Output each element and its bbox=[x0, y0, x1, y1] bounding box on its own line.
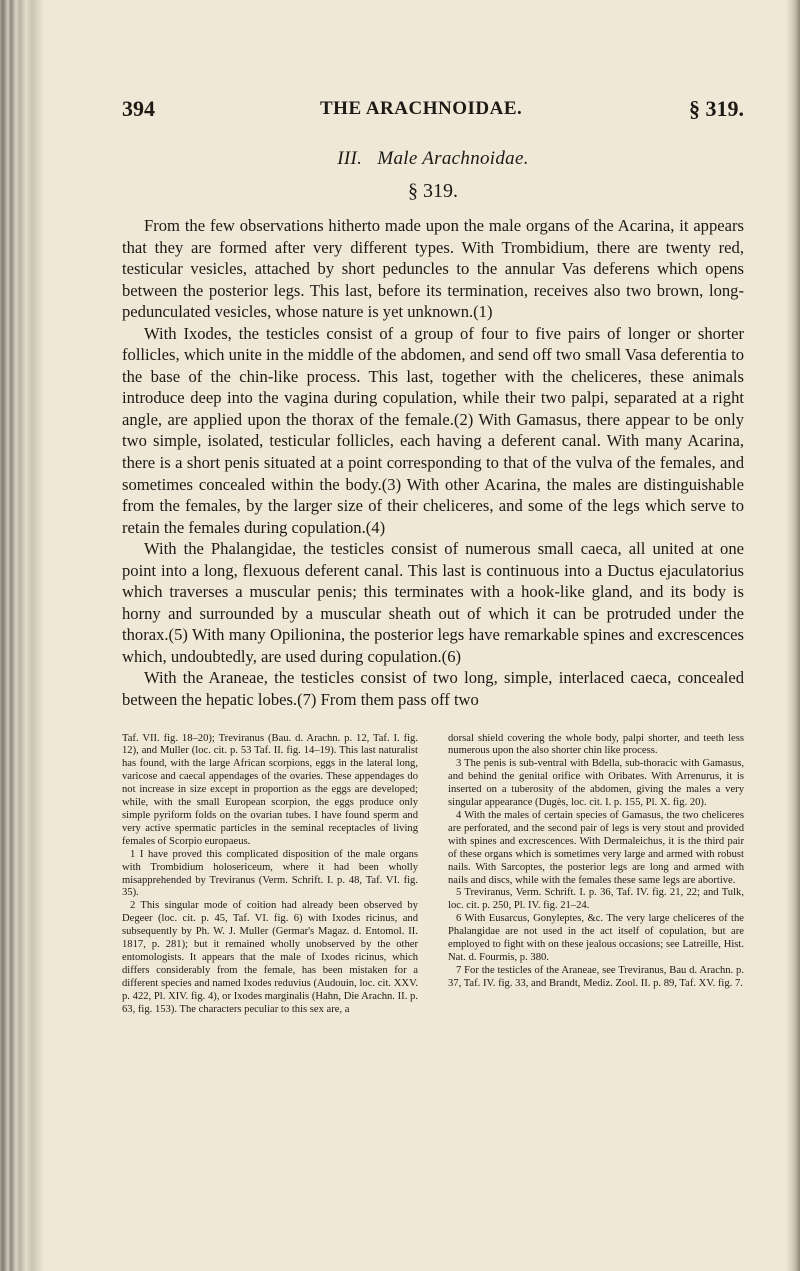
page-number: 394 bbox=[122, 96, 155, 121]
paragraph: From the few observations hitherto made upon the male organs of the Acarina, it appears that they are formed after very different types. With Trombidium, there are twenty red, testicular vesicles, attached by short peduncles to the annular Vas deferens which opens between the posterior legs. This last, before its termination, receives also two brown, long-pedunculated vesicles, whose nature is yet unknown.(1) bbox=[122, 216, 744, 322]
footnote: 6 With Eusarcus, Gonyleptes, &c. The very large cheliceres of the Phalangidae are not used in the act itself of copulation, but are employed to fight with on these jealous occasions; see Latreille, Hist. Nat. d. Fourmis, p. 380. bbox=[448, 913, 744, 963]
footnote: 5 Treviranus, Verm. Schrift. I. p. 36, Taf. IV. fig. 21, 22; and Tulk, loc. cit. p. 250, Pl. IV. fig. 21–24. bbox=[448, 887, 744, 912]
page-edge-shadow bbox=[786, 0, 800, 1271]
body-text bbox=[122, 215, 744, 711]
footnotes bbox=[122, 733, 744, 1017]
section-heading: § 319. bbox=[408, 180, 458, 202]
book-page bbox=[122, 96, 744, 1017]
footnote: 2 This singular mode of coition had already been observed by Degeer (loc. cit. p. 45, Taf. VI. fig. 6) with Ixodes ricinus, and subsequently by Ph. W. J. Muller (Germar's Magaz. d. Entomol. II. 1817, p. 281); but it remained wholly unobserved by the other entomologists. It appears that the male of Ixodes ricinus, which differs considerably from the female, has been mistaken for a different species and named Ixodes reduvius (Audouin, loc. cit. XXV. p. 422, Pl. XIV. fig. 4), or Ixodes marginalis (Hahn, Die Arachn. II. p. 63, fig. 153). The characters peculiar to this sex are, a bbox=[122, 900, 418, 1015]
header-section-ref: § 319. bbox=[689, 96, 744, 121]
paragraph: With Ixodes, the testicles consist of a group of four to five pairs of longer or shorter follicles, which unite in the middle of the abdomen, and send off two small Vasa deferentia to the base of the chin-like process. This last, together with the cheliceres, these animals introduce deep into the vagina during copulation, while their two palpi, separated at a right angle, are applied upon the thorax of the female.(2) With Gamasus, there appear to be only two simple, isolated, testicular follicles, each having a deferent canal. With many Acarina, there is a short penis situated at a point corresponding to that of the vulva of the females, and sometimes concealed within the body.(3) With other Acarina, the males are distinguishable from the females, by the larger size of their cheliceres, and some of the legs which serve to retain the females during copulation.(4) bbox=[122, 323, 744, 537]
book-binding-edge bbox=[0, 0, 44, 1271]
paragraph: With the Araneae, the testicles consist of two long, simple, interlaced caeca, concealed between the hepatic lobes.(7) From them pass off two bbox=[122, 668, 744, 710]
footnote: 3 The penis is sub-ventral with Bdella, sub-thoracic with Gamasus, and behind the genital orifice with Oribates. With Arrenurus, it is inserted on a tuberosity of the abdomen, giving the males a very singular appearance (Dugès, loc. cit. I. p. 155, Pl. X. fig. 20). bbox=[448, 758, 744, 809]
chapter-title: III. Male Arachnoidae. bbox=[337, 148, 529, 169]
running-title: THE ARACHNOIDAE. bbox=[320, 98, 523, 119]
paragraph: With the Phalangidae, the testicles consist of numerous small caeca, all united at one point into a long, flexuous deferent canal. This last is continuous into a Ductus ejaculatorius which traverses a muscular penis; this terminates with a hook-like gland, and its body is horny and surrounded by a muscular sheath out of which it can be protruded under the thorax.(5) With many Opilionina, the posterior legs have remarkable spines and excrescences which, undoubtedly, are used during copulation.(6) bbox=[122, 539, 744, 666]
footnote: 4 With the males of certain species of Gamasus, the two cheliceres are perforated, and the second pair of legs is very stout and provided with spines and excrescences. With Dermaleichus, it is the third pair of these organs which is sometimes very large and armed with robust nails. With Sarcoptes, the posterior legs are long and armed with nails and discs, while with the females these same legs are abortive. bbox=[448, 810, 744, 886]
footnote: dorsal shield covering the whole body, palpi shorter, and teeth less numerous upon the also shorter chin like process. bbox=[448, 732, 744, 757]
running-header bbox=[122, 96, 744, 126]
footnotes-left-column bbox=[122, 733, 418, 1017]
footnote: 1 I have proved this complicated disposition of the male organs with Trombidium holosericeum, where it had been wholly misapprehended by Treviranus (Verm. Schrift. I. p. 48, Taf. VI. fig. 35). bbox=[122, 848, 418, 899]
footnote: 7 For the testicles of the Araneae, see Treviranus, Bau d. Arachn. p. 37, Taf. IV. fig. 33, and Brandt, Mediz. Zool. II. p. 89, Taf. XV. fig. 7. bbox=[448, 964, 744, 989]
footnote: Taf. VII. fig. 18–20); Treviranus (Bau. d. Arachn. p. 12, Taf. I. fig. 12), and Muller (loc. cit. p. 53 Taf. II. fig. 14–19). This last naturalist has found, with the large African scorpions, eggs in the lateral long, varicose and caecal appendages of the ovaries. These appendages do not increase in size except in proportion as the eggs are developed; while, with the small European scorpion, the eggs produce only simple pyriform folds on the ovarian tubes. I have found sperm and very active spermatic particles in the seminal receptacles of living females of Scorpio europaeus. bbox=[122, 732, 418, 847]
footnotes-right-column bbox=[448, 733, 744, 1017]
